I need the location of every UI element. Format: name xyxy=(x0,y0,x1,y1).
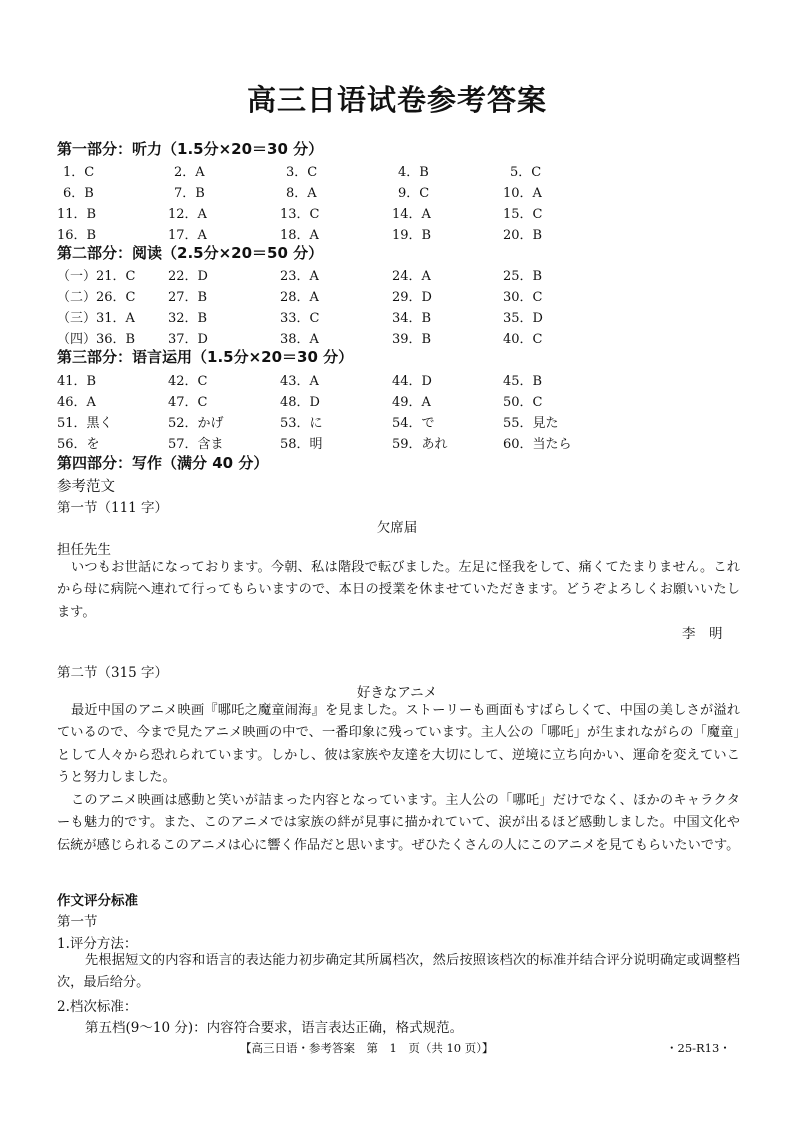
answer-item: 4．B xyxy=(398,165,429,180)
criteria-heading: 作文评分标准 xyxy=(57,893,138,909)
answer-item: 51．黒く xyxy=(57,416,113,431)
answer-item: 49．A xyxy=(392,395,431,410)
answer-item: （一）21．C xyxy=(57,269,136,284)
page-title: 高三日语试卷参考答案 xyxy=(246,83,547,117)
answer-item: 11．B xyxy=(57,207,97,222)
answer-item: 39．B xyxy=(392,332,432,347)
section2-essay-paragraph-1: 最近中国のアニメ映画『哪吒之魔童闹海』を見ました。ストーリーも画面もすばらしくて、中国の美しさが溢れているので、今まで見たアニメ映画の中で、一番印象に残っています。主人公の「哪吒」が生まれながらの「魔童」として人々から恐れられています。しかし、彼は家族や友達を大切にして、逆境に立ち向かい、運命を変えていこうと努力しました。 xyxy=(57,703,740,785)
answer-item: （二）26．C xyxy=(57,290,136,305)
answer-item: 5．C xyxy=(510,165,542,180)
part1-heading: 第一部分：听力（1.5分×20＝30 分） xyxy=(57,140,324,158)
answer-item: 20．B xyxy=(503,228,543,243)
section1-salutation: 担任先生 xyxy=(57,542,111,558)
answer-item: 58．明 xyxy=(280,437,323,452)
part4-heading: 第四部分：写作（满分 40 分） xyxy=(57,454,269,472)
answer-item: 52．かげ xyxy=(168,416,224,431)
answer-item: 59．あれ xyxy=(392,437,448,452)
part2-heading: 第二部分：阅读（2.5分×20＝50 分） xyxy=(57,244,324,262)
answer-item: 47．C xyxy=(168,395,208,410)
criteria-item1-label: 1.评分方法： xyxy=(57,936,138,952)
criteria-item1-body: 先根据短文的内容和语言的表达能力初步确定其所属档次，然后按照该档次的标准并结合评分说明确定或调整档次，最后给分。 xyxy=(57,953,740,991)
section1-signature: 李 明 xyxy=(682,626,723,642)
answer-item: 1．C xyxy=(63,165,95,180)
answer-item: 44．D xyxy=(392,374,432,389)
section2-essay-paragraph-2: このアニメ映画は感動と笑いが詰まった内容となっています。主人公の「哪吒」だけでなく、ほかのキャラクターも魅力的です。また、このアニメでは家族の絆が見事に描かれていて、涙が出るほど感動しました。中国文化や伝統が感じられるこのアニメは心に響く作品だと思います。ぜひたくさんの人にこのアニメを見てもらいたいです。 xyxy=(57,793,740,853)
section1-essay-title: 欠席届 xyxy=(376,520,418,536)
answer-item: 25．B xyxy=(503,269,543,284)
answer-item: 3．C xyxy=(286,165,318,180)
answer-item: 32．B xyxy=(168,311,208,326)
answer-item: 10．A xyxy=(503,186,542,201)
section1-label: 第一节（111 字） xyxy=(57,500,169,516)
answer-item: 22．D xyxy=(168,269,208,284)
answer-item: 19．B xyxy=(392,228,432,243)
answer-item: 50．C xyxy=(503,395,543,410)
answer-item: 34．B xyxy=(392,311,432,326)
section1-essay-body: いつもお世話になっております。今朝、私は階段で転びました。左足に怪我をして、痛くてたまりません。これから母に病院へ連れて行ってもらいますので、本日の授業を休ませていただきます。どうぞよろしくお願いいたします。 xyxy=(57,560,740,620)
answer-item: 43．A xyxy=(280,374,319,389)
answer-item: （四）36．B xyxy=(57,332,136,347)
answer-item: 56．を xyxy=(57,437,100,452)
answer-item: 45．B xyxy=(503,374,543,389)
answer-item: 30．C xyxy=(503,290,543,305)
criteria-item2-body: 第五档(9～10 分)：内容符合要求，语言表达正确，格式规范。 xyxy=(85,1020,464,1036)
answer-item: 40．C xyxy=(503,332,543,347)
section2-label: 第二节（315 字） xyxy=(57,665,169,681)
answer-item: 17．A xyxy=(168,228,207,243)
answer-item: 55．見た xyxy=(503,416,559,431)
answer-item: 60．当たら xyxy=(503,437,572,452)
page-code: ・25-R13・ xyxy=(666,1041,731,1055)
answer-item: 15．C xyxy=(503,207,543,222)
answer-item: 54．で xyxy=(392,416,435,431)
answer-item: 28．A xyxy=(280,290,319,305)
answer-item: 6．B xyxy=(63,186,94,201)
answer-item: 48．D xyxy=(280,395,320,410)
answer-item: 12．A xyxy=(168,207,207,222)
answer-item: 27．B xyxy=(168,290,208,305)
answer-item: 37．D xyxy=(168,332,208,347)
answer-item: 46．A xyxy=(57,395,96,410)
criteria-item2-label: 2.档次标准： xyxy=(57,999,138,1015)
answer-item: 13．C xyxy=(280,207,320,222)
answer-item: （三）31．A xyxy=(57,311,135,326)
answer-item: 29．D xyxy=(392,290,432,305)
answer-item: 23．A xyxy=(280,269,319,284)
answer-item: 18．A xyxy=(280,228,319,243)
part3-heading: 第三部分：语言运用（1.5分×20＝30 分） xyxy=(57,348,354,366)
page-footer: 【高三日语・参考答案 第 1 页（共 10 页）】 xyxy=(240,1041,494,1055)
answer-item: 9．C xyxy=(398,186,430,201)
section2-essay-title: 好きなアニメ xyxy=(356,685,438,701)
answer-item: 57．含ま xyxy=(168,437,224,452)
answer-item: 7．B xyxy=(174,186,205,201)
answer-item: 8．A xyxy=(286,186,317,201)
answer-item: 33．C xyxy=(280,311,320,326)
criteria-section: 第一节 xyxy=(57,914,98,930)
answer-item: 14．A xyxy=(392,207,431,222)
answer-item: 41．B xyxy=(57,374,97,389)
answer-item: 2．A xyxy=(174,165,205,180)
answer-item: 38．A xyxy=(280,332,319,347)
answer-item: 35．D xyxy=(503,311,543,326)
answer-item: 16．B xyxy=(57,228,97,243)
reference-label: 参考范文 xyxy=(57,479,115,495)
answer-item: 42．C xyxy=(168,374,208,389)
answer-item: 24．A xyxy=(392,269,431,284)
answer-item: 53．に xyxy=(280,416,323,431)
